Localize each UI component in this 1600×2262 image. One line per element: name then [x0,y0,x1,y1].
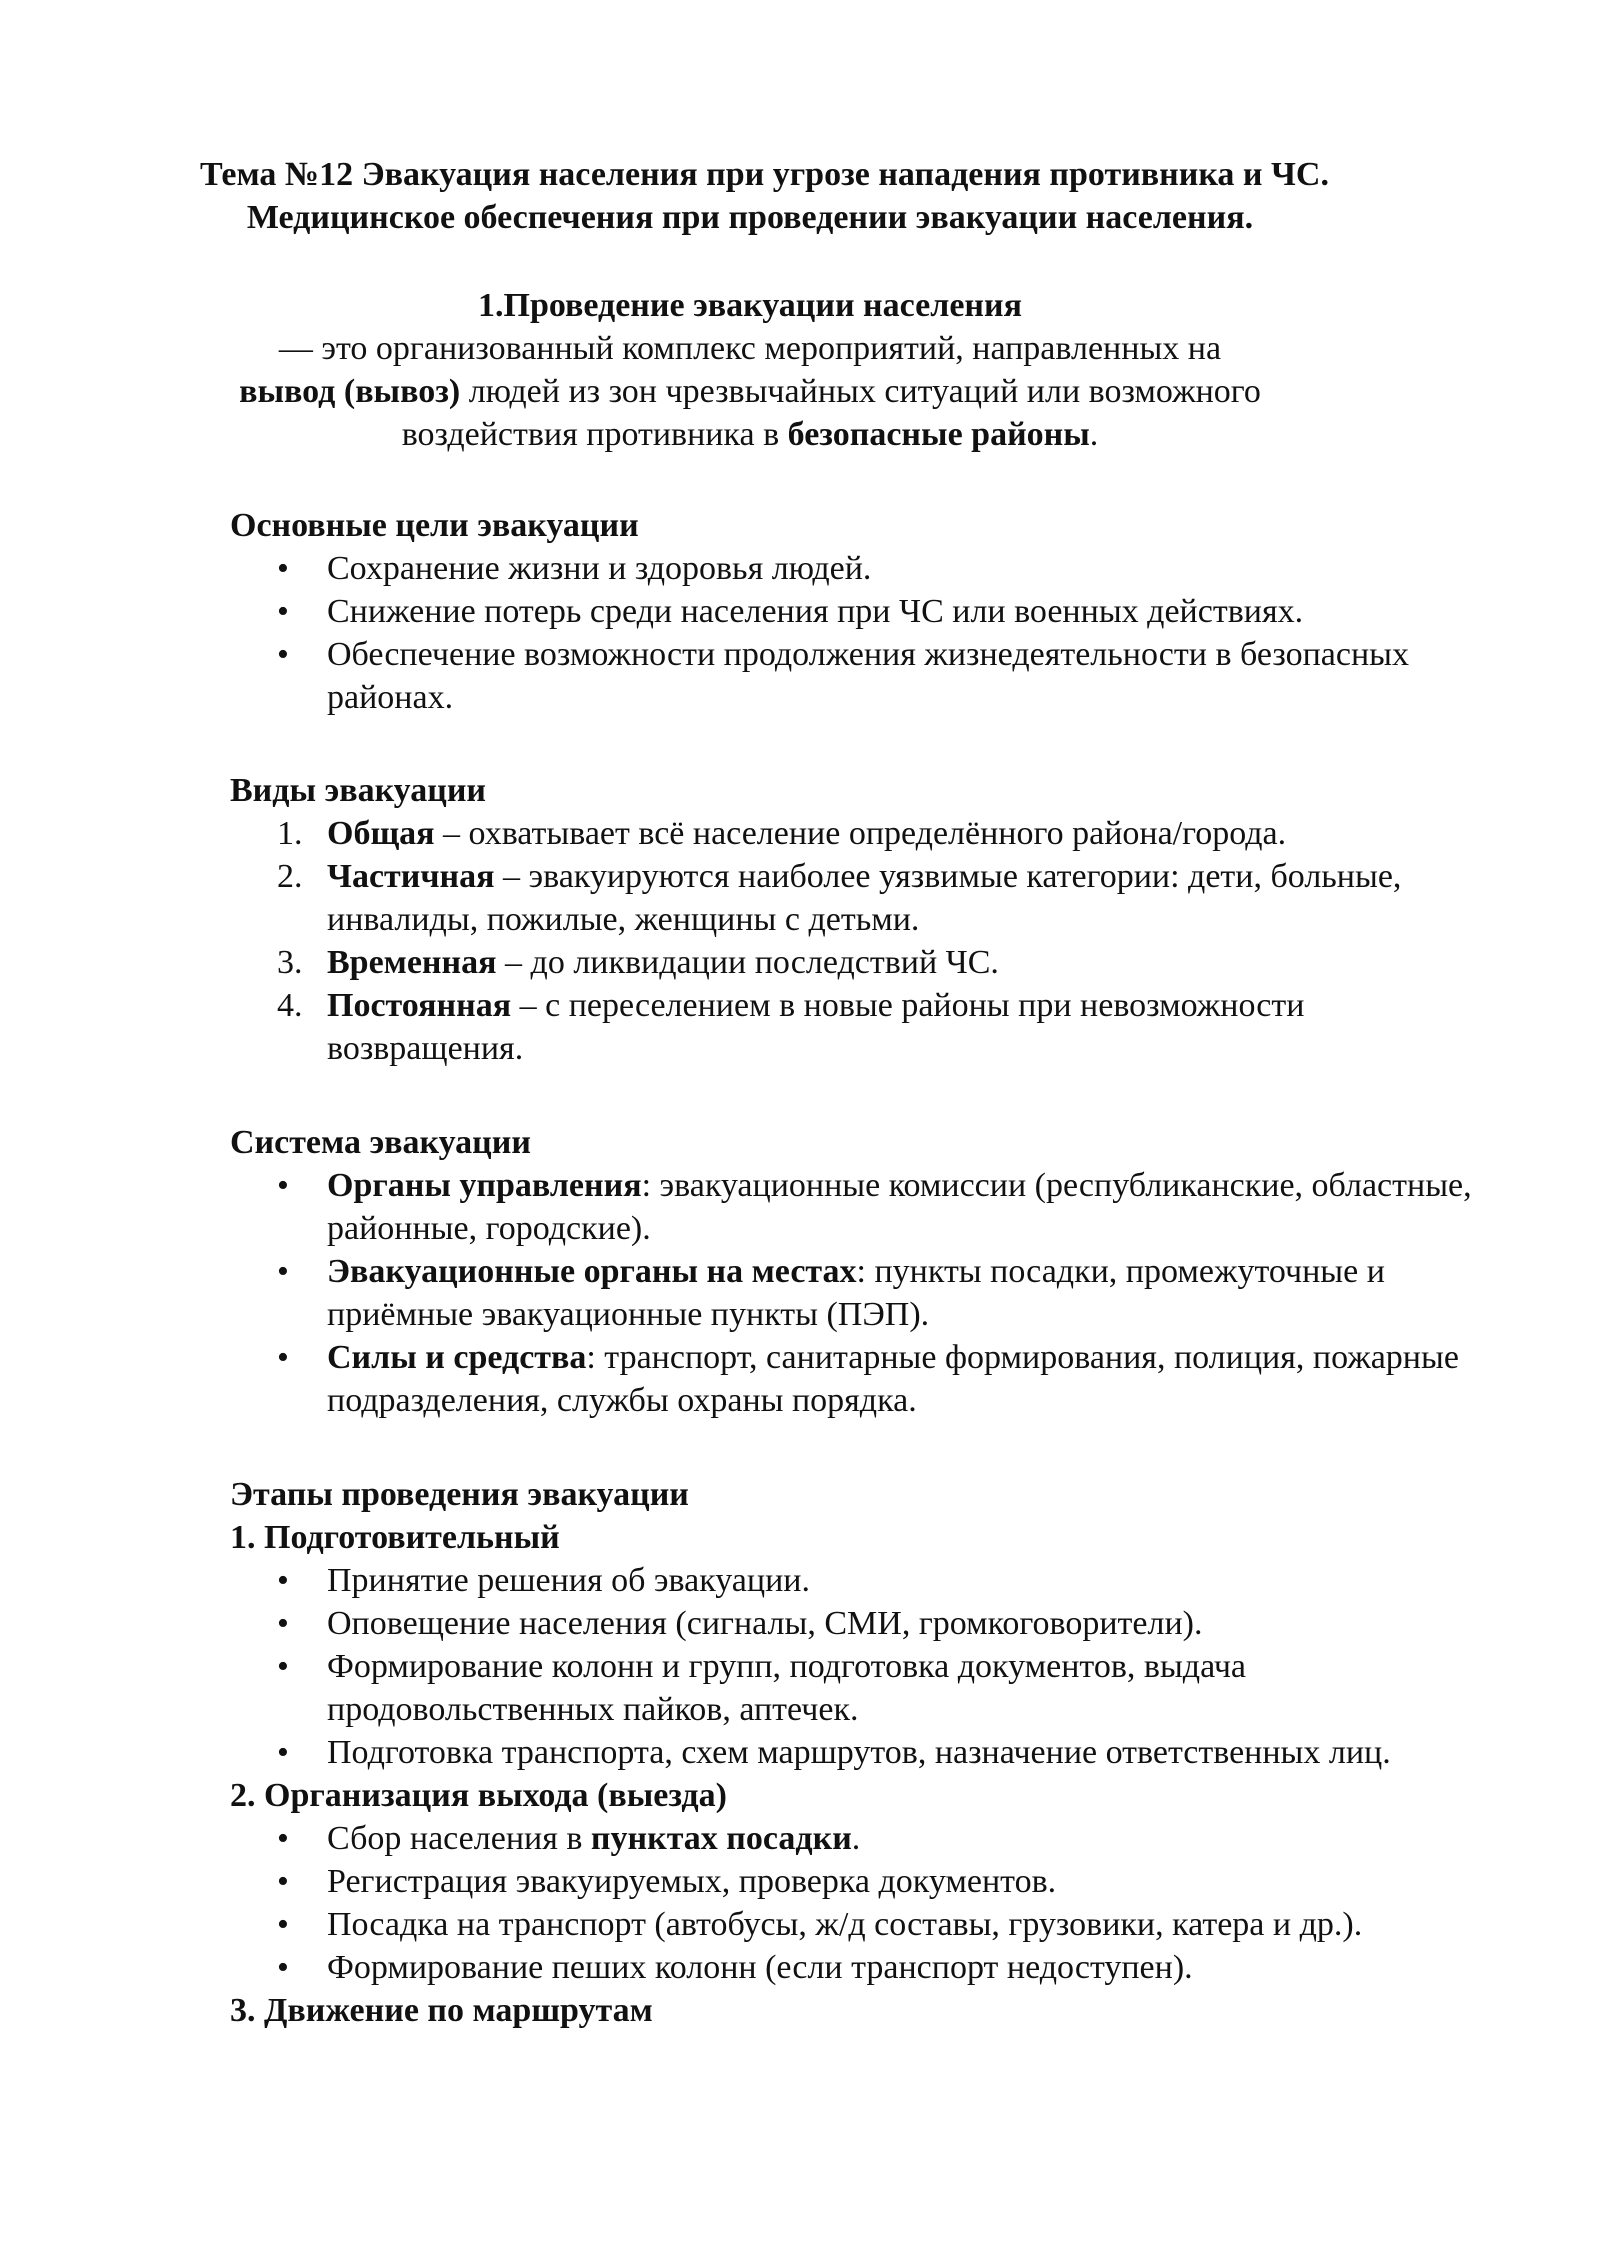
list-item [230,984,1507,1070]
stages-section [230,1473,1500,2032]
list-item [230,941,1500,984]
types-list [230,812,1500,1070]
item-number: 3. [277,944,303,981]
stage3-heading: 3. Движение по маршрутам [230,1992,653,2029]
item-term: Общая [327,815,435,852]
goals-list [230,547,1500,719]
intro-heading: 1.Проведение эвакуации населения [478,287,1022,324]
item-text-c: . [851,1820,861,1857]
intro-bold-a: вывод (вывоз) [239,373,461,410]
item-desc: – эвакуируются наиболее уязвимые категории: дети, больные, инвалиды, пожилые, женщины с детьми. [327,858,1402,938]
list-item [230,1164,1507,1250]
intro-text-a: — это организованный комплекс мероприятий, направленных на [278,330,1222,367]
list-item: • Принятие решения об эвакуации. [230,1559,1500,1602]
item-term: Силы и средства [327,1339,587,1376]
system-heading: Система эвакуации [230,1124,531,1161]
stages-heading: Этапы проведения эвакуации [230,1476,689,1513]
item-number: 1. [277,815,303,852]
list-item: • Оповещение населения (сигналы, СМИ, громкоговорители). [230,1602,1500,1645]
list-item: • Подготовка транспорта, схем маршрутов, назначение ответственных лиц. [230,1731,1507,1774]
item-term: Эвакуационные органы на местах [327,1253,857,1290]
types-heading: Виды эвакуации [230,772,486,809]
item-desc: – до ликвидации последствий ЧС. [496,944,999,981]
list-item: • Сохранение жизни и здоровья людей. [230,547,1500,590]
item-term: Частичная [327,858,495,895]
list-item [230,633,1507,719]
item-number: 2. [277,858,303,895]
stage1-list [230,1559,1500,1774]
intro-text-b: людей из зон чрезвычайных ситуаций или возможного воздействия противника в [401,373,1261,453]
item-desc: : пункты посадки, промежуточные и приёмные эвакуационные пункты (ПЭП). [327,1253,1385,1333]
item-term: Временная [327,944,497,981]
item-desc: – с переселением в новые районы при невозможности возвращения. [327,987,1305,1067]
list-item-text: Обеспечение возможности продолжения жизнедеятельности в безопасных районах. [327,636,1410,716]
item-text-a: Сбор населения в [327,1820,591,1857]
item-bold: пунктах посадки [590,1820,852,1857]
list-item [230,855,1507,941]
intro-paragraph [230,327,1270,456]
item-desc: : эвакуационные комиссии (республиканские, областные, районные, городские). [327,1167,1472,1247]
item-term: Постоянная [327,987,512,1024]
intro-block [230,284,1270,456]
item-term: Органы управления [327,1167,642,1204]
title-line-2: Медицинское обеспечения при проведении эвакуации населения. [246,199,1254,236]
list-item: • Формирование пеших колонн (если транспорт недоступен). [230,1946,1500,1989]
stage2-list [230,1817,1500,1989]
document-title [200,153,1329,239]
types-section [230,769,1500,1070]
stage2-heading: 2. Организация выхода (выезда) [230,1777,727,1814]
item-number: 4. [277,987,303,1024]
intro-text-c: . [1089,416,1099,453]
list-item [230,1336,1507,1422]
item-desc: : транспорт, санитарные формирования, полиция, пожарные подразделения, службы охраны порядка. [327,1339,1459,1419]
stage1-heading: 1. Подготовительный [230,1519,560,1556]
goals-heading: Основные цели эвакуации [230,507,639,544]
system-section [230,1121,1500,1422]
system-list [230,1164,1500,1422]
list-item [230,1817,1500,1860]
list-item: • Формирование колонн и групп, подготовка документов, выдача продовольственных пайков, аптечек. [230,1645,1507,1731]
item-desc: – охватывает всё население определённого района/города. [434,815,1287,852]
list-item: • Посадка на транспорт (автобусы, ж/д составы, грузовики, катера и др.). [230,1903,1500,1946]
intro-bold-b: безопасные районы [787,416,1090,453]
title-line-1: Тема №12 Эвакуация населения при угрозе нападения противника и ЧС. [200,156,1329,193]
list-item: • Регистрация эвакуируемых, проверка документов. [230,1860,1500,1903]
list-item [230,1250,1507,1336]
list-item [230,812,1500,855]
goals-section [230,504,1500,719]
list-item: • Снижение потерь среди населения при ЧС или военных действиях. [230,590,1500,633]
